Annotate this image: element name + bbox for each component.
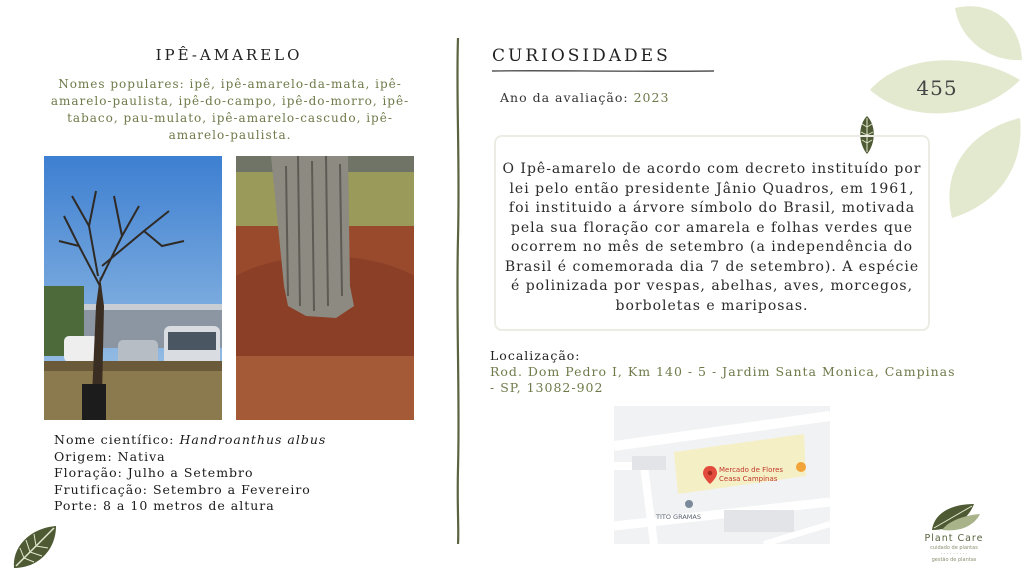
logo-name: Plant Care (924, 533, 984, 544)
curiosity-text: O Ipê-amarelo de acordo com decreto instituído por lei pelo então presidente Jânio Quadros, em 1961, foi instituido a árvore símbolo do Brasil, motivada pela sua floração cor amarela e folhas verdes que ocorrem no mês de setembro (a independência do Brasil é comemorada dia 7 de setembro). A espécie é polinizada por vespas, abelhas, aves, morcegos, borboletas e mariposas. (502, 161, 922, 314)
tree-number: 455 (916, 76, 958, 100)
curiosities-title: CURIOSIDADES (492, 46, 671, 66)
tree-photo-trunk (236, 156, 414, 420)
tree-photo-full (44, 156, 222, 420)
location-address[interactable]: Rod. Dom Pedro I, Km 140 - 5 - Jardim Santa Monica, Campinas - SP, 13082-902 (490, 364, 956, 395)
fact-scientific-name: Nome científico: Handroanthus albus (54, 432, 327, 447)
logo-tagline: cuidado de plantas · · · · · · · · · gestão de plantas (930, 545, 978, 563)
fact-flowering: Floração: Julho a Setembro (54, 465, 254, 480)
evaluation-year-value: 2023 (633, 90, 670, 105)
species-facts (54, 432, 326, 515)
fact-fruiting: Frutificação: Setembro a Fevereiro (54, 481, 311, 497)
column-divider (453, 38, 463, 544)
fact-size: Porte: 8 a 10 metros de altura (54, 498, 275, 513)
evaluation-year: Ano da avaliação: 2023 (500, 90, 670, 105)
curiosities-underline (492, 69, 714, 73)
species-title: IPÊ-AMARELO (155, 46, 303, 64)
scientific-name-value: Handroanthus albus (179, 432, 327, 447)
plant-care-logo-icon (928, 500, 984, 534)
location-map[interactable] (614, 406, 830, 544)
map-marker-label-1: Mercado de Flores (719, 466, 784, 474)
map-secondary-label: TITO GRAMAS (656, 513, 701, 521)
fact-origin: Origem: Nativa (54, 448, 166, 464)
location-label: Localização: (490, 348, 581, 363)
popular-names: Nomes populares: ipê, ipê-amarelo-da-mata, ipê-amarelo-paulista, ipê-do-campo, ipê-do-morro, ipê-tabaco, pau-mulato, ipê-amarelo-cascudo, ipê-amarelo-paulista. (50, 77, 410, 142)
leaf-icon-bottom-left (10, 522, 60, 572)
map-marker-label-2: Ceasa Campinas (719, 475, 778, 483)
